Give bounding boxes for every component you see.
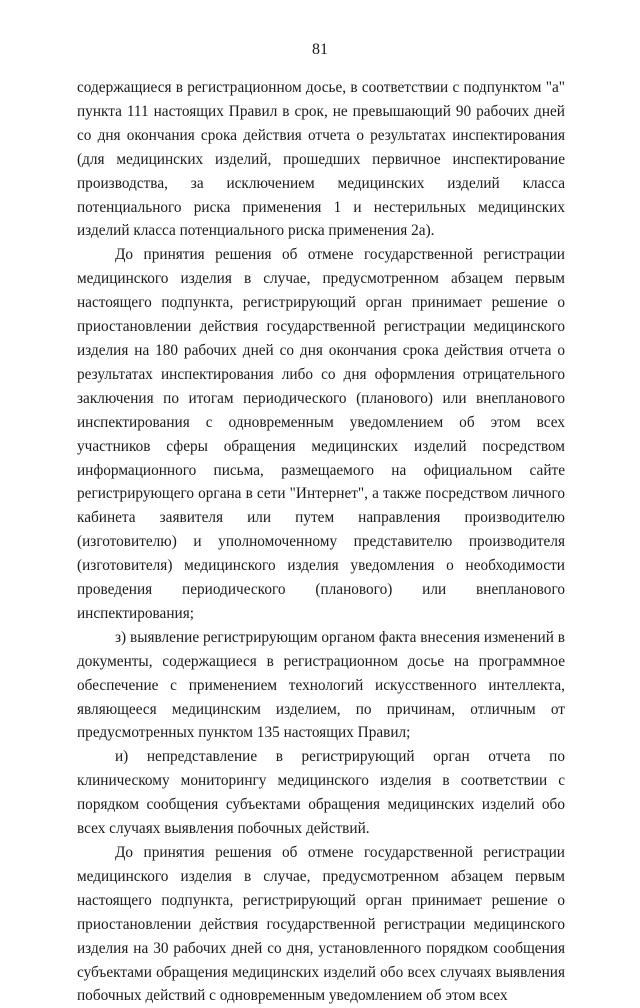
paragraph-suspension-monitoring: До принятия решения об отмене государственной регистрации медицинского изделия в случае, предусмотренном абзацем первым настоящего подпункта, регистрирующий орган принимает решение о приостановлении действия государственной регистрации медицинского изделия на 30 рабочих дней со дня, установленного порядком сообщения субъектами обращения медицинских изделий обо всех случаях выявления побочных действий с одновременным уведомлением об этом всех — [77, 844, 565, 1005]
paragraph-item-i: и) непредставление в регистрирующий орган отчета по клиническому мониторингу медицинского изделия в соответствии с порядком сообщения субъектами обращения медицинских изделий обо всех случаях выявления побочных действий. — [77, 748, 565, 838]
paragraph-continuation: содержащиеся в регистрационном досье, в соответствии с подпунктом "а" пункта 111 настоящих Правил в срок, не превышающий 90 рабочих дней со дня окончания срока действия отчета о результатах инспектирования (для медицинских изделий, прошедших первичное инспектирование производства, за исключением медицинских изделий класса потенциального риска применения 1 и нестерильных медицинских изделий класса потенциального риска применения 2а). — [77, 79, 565, 240]
paragraph-suspension-inspection: До принятия решения об отмене государственной регистрации медицинского изделия в случае, предусмотренном абзацем первым настоящего подпункта, регистрирующий орган принимает решение о приостановлении действия государственной регистрации медицинского изделия на 180 рабочих дней со дня окончания срока действия отчета о результатах инспектирования либо со дня оформления отрицательного заключения по итогам периодического (планового) или внепланового инспектирования с одновременным уведомлением об этом всех участников сферы обращения медицинских изделий посредством информационного письма, размещаемого на официальном сайте регистрирующего органа в сети "Интернет", а также посредством личного кабинета заявителя или путем направления производителю (изготовителю) и уполномоченному представителю производителя (изготовителя) медицинского изделия уведомления о необходимости проведения периодического (планового) или внепланового инспектирования; — [77, 246, 565, 622]
paragraph-item-z: з) выявление регистрирующим органом факта внесения изменений в документы, содержащиеся в регистрационном досье на программное обеспечение с применением технологий искусственного интеллекта, являющееся медицинским изделием, по причинам, отличным от предусмотренных пунктом 135 настоящих Правил; — [77, 628, 565, 742]
document-body — [77, 76, 565, 1008]
page-number: 81 — [312, 41, 328, 58]
